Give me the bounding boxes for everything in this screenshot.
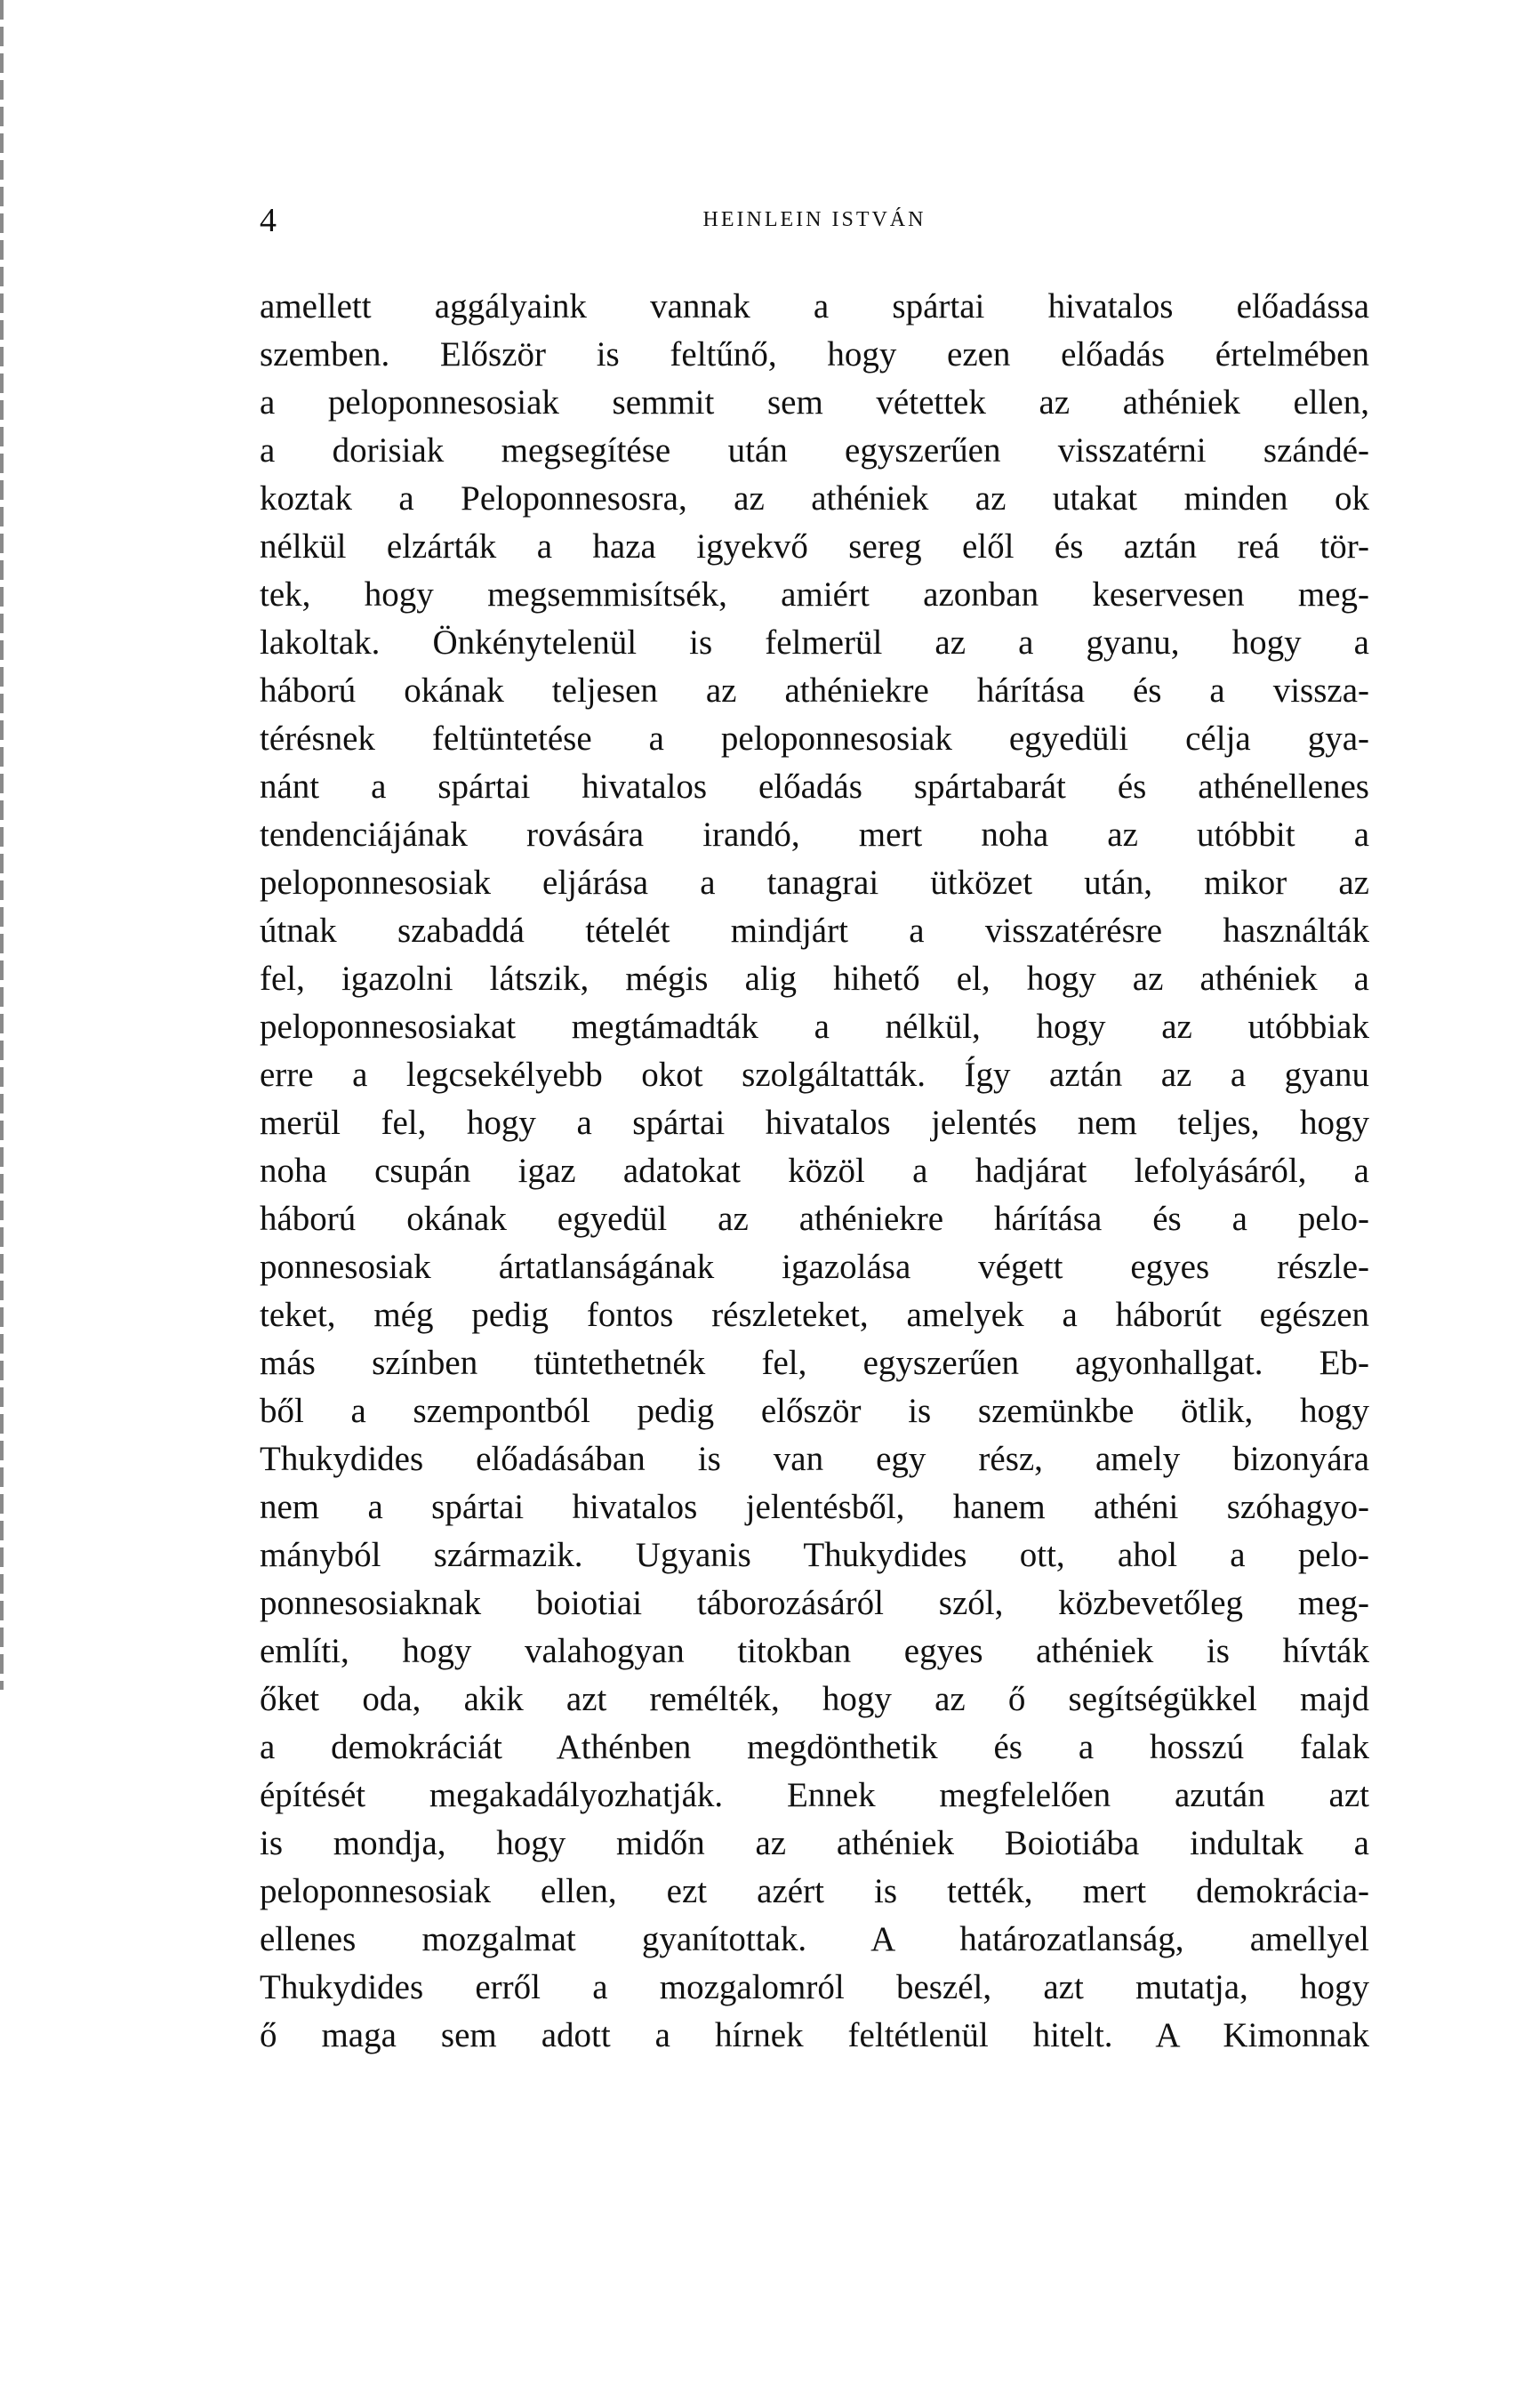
text-line: nem a spártai hivatalos jelentésből, hanem athéni szóhagyo- [260,1488,1369,1526]
text-line: Thukydides erről a mozgalomról beszél, azt mutatja, hogy [260,1968,1369,2006]
text-line: nánt a spártai hivatalos előadás spártabarát és athénellenes [260,768,1369,806]
text-line: erre a legcsekélyebb okot szolgáltatták. Így aztán az a gyanu [260,1056,1369,1094]
text-line: a peloponnesosiak semmit sem vétettek az athéniek ellen, [260,383,1369,422]
text-line: peloponnesosiak ellen, ezt azért is tették, mert demokrácia- [260,1872,1369,1910]
body-text [260,283,1369,2060]
text-line: építését megakadályozhatják. Ennek megfelelően azután azt [260,1776,1369,1814]
text-line: koztak a Peloponnesosra, az athéniek az utakat minden ok [260,479,1369,518]
text-line: fel, igazolni látszik, mégis alig hihető el, hogy az athéniek a [260,960,1369,998]
text-line: őket oda, akik azt remélték, hogy az ő segítségükkel majd [260,1680,1369,1718]
text-line: amellett aggályaink vannak a spártai hivatalos előadássa [260,287,1369,325]
text-line: ponnesosiak ártatlanságának igazolása végett egyes részle- [260,1248,1369,1286]
text-line: Thukydides előadásában is van egy rész, amely bizonyára [260,1440,1369,1478]
page-number: 4 [260,202,277,239]
text-line: is mondja, hogy midőn az athéniek Boiotiába indultak a [260,1824,1369,1862]
text-line: merül fel, hogy a spártai hivatalos jelentés nem teljes, hogy [260,1104,1369,1142]
text-line: ből a szempontból pedig először is szemünkbe ötlik, hogy [260,1392,1369,1430]
text-line: a dorisiak megsegítése után egyszerűen visszatérni szándé- [260,431,1369,470]
text-line: útnak szabaddá tételét mindjárt a visszatérésre használták [260,912,1369,950]
text-line: tek, hogy megsemmisítsék, amiért azonban keservesen meg- [260,575,1369,614]
text-line: a demokráciát Athénben megdönthetik és a hosszú falak [260,1728,1369,1766]
text-line: teket, még pedig fontos részleteket, amelyek a háborút egészen [260,1296,1369,1334]
scan-binding-edge [0,0,4,1690]
running-head: HEINLEIN ISTVÁN [702,208,926,231]
text-line: ellenes mozgalmat gyanítottak. A határozatlanság, amellyel [260,1920,1369,1958]
text-line: ponnesosiaknak boiotiai táborozásáról szól, közbevetőleg meg- [260,1584,1369,1622]
text-line: térésnek feltüntetése a peloponnesosiak egyedüli célja gya- [260,719,1369,758]
text-line: peloponnesosiak eljárása a tanagrai ütközet után, mikor az [260,864,1369,902]
text-line: tendenciájának rovására irandó, mert noha az utóbbit a [260,816,1369,854]
text-line: említi, hogy valahogyan titokban egyes athéniek is hívták [260,1632,1369,1670]
text-line: szemben. Először is feltűnő, hogy ezen előadás értelmében [260,335,1369,374]
text-line: más színben tüntethetnék fel, egyszerűen agyonhallgat. Eb- [260,1344,1369,1382]
text-line: peloponnesosiakat megtámadták a nélkül, hogy az utóbbiak [260,1008,1369,1046]
text-line: mányból származik. Ugyanis Thukydides ott, ahol a pelo- [260,1536,1369,1574]
text-line: nélkül elzárták a haza igyekvő sereg elől és aztán reá tör- [260,527,1369,566]
page-header [260,201,1369,245]
text-line: háború okának teljesen az athéniekre hárítása és a vissza- [260,671,1369,710]
text-line: noha csupán igaz adatokat közöl a hadjárat lefolyásáról, a [260,1152,1369,1190]
text-line: lakoltak. Önkénytelenül is felmerül az a gyanu, hogy a [260,623,1369,662]
text-line: ő maga sem adott a hírnek feltétlenül hitelt. A Kimonnak [260,2016,1369,2054]
text-line: háború okának egyedül az athéniekre hárítása és a pelo- [260,1200,1369,1238]
